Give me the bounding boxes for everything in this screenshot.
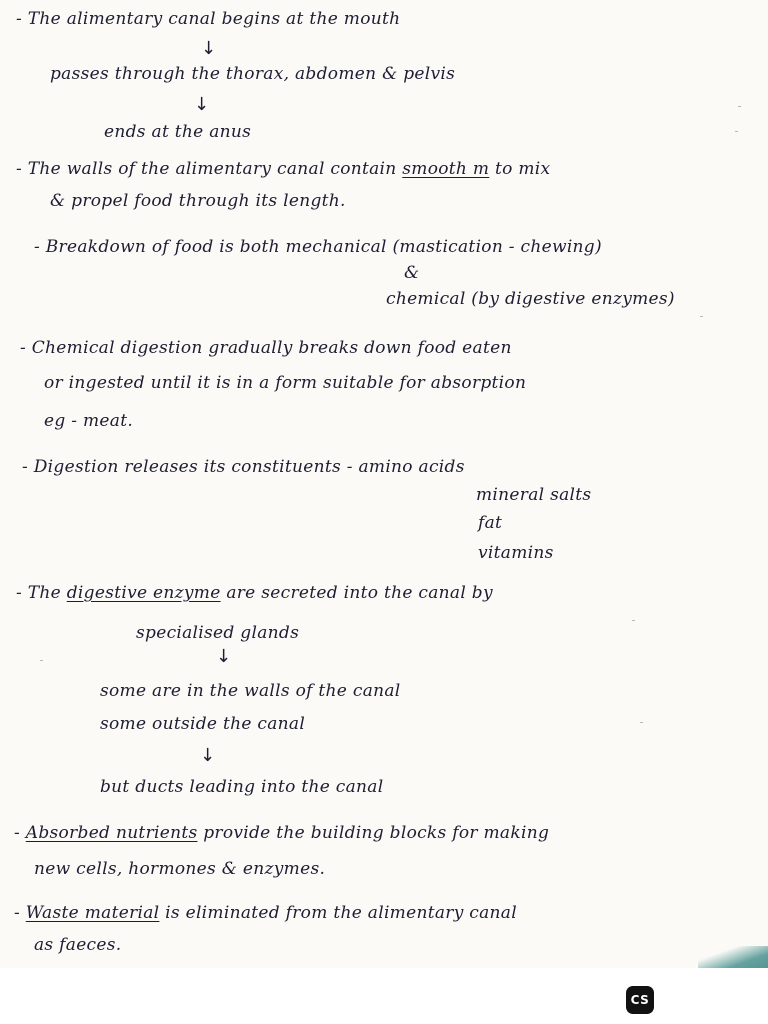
note-line-24: as faeces. (34, 935, 122, 955)
down-arrow-icon: ↓ (194, 94, 210, 115)
paper-speck (700, 316, 703, 317)
note-line-21 (14, 822, 549, 844)
underlined-term-waste-material: Waste material (25, 903, 160, 923)
paper-speck (632, 620, 635, 621)
note-line-15: vitamins (478, 543, 554, 563)
note-line-23 (14, 902, 517, 924)
note-line-20: but ducts leading into the canal (100, 777, 384, 797)
down-arrow-icon: ↓ (200, 745, 216, 766)
underlined-term-digestive-enzyme: digestive enzyme (66, 583, 221, 603)
note-line-11: eg - meat. (44, 411, 134, 431)
note-text: - (14, 903, 21, 923)
note-text: is eliminated from the alimentary canal (165, 903, 517, 923)
note-line-4 (16, 158, 550, 180)
note-line-8: chemical (by digestive enzymes) (386, 289, 675, 309)
note-line-19: some outside the canal (100, 714, 306, 734)
down-arrow-icon: ↓ (216, 646, 232, 667)
paper-speck (40, 660, 43, 661)
note-line-10: or ingested until it is in a form suitable for absorption (44, 373, 527, 393)
note-text: to mix (495, 159, 551, 179)
note-line-12: - Digestion releases its constituents - amino acids (22, 457, 465, 477)
note-line-5: & propel food through its length. (50, 191, 346, 211)
paper-speck (640, 722, 643, 723)
paper-speck (735, 131, 738, 132)
page-corner-stain (698, 946, 768, 968)
note-line-9: - Chemical digestion gradually breaks down food eaten (20, 338, 512, 358)
note-text: - The (16, 583, 61, 603)
note-text: provide the building blocks for making (203, 823, 550, 843)
underlined-term-absorbed-nutrients: Absorbed nutrients (25, 823, 198, 843)
note-line-3: ends at the anus (104, 122, 252, 142)
note-line-13: mineral salts (476, 485, 592, 505)
note-line-17: specialised glands (136, 623, 300, 643)
note-text: - The walls of the alimentary canal contain (16, 159, 397, 179)
camscanner-logo-icon (626, 986, 654, 1014)
note-line-14: fat (478, 513, 503, 533)
note-line-16 (16, 582, 493, 604)
note-line-1: - The alimentary canal begins at the mouth (16, 9, 401, 29)
note-line-6: - Breakdown of food is both mechanical (mastication - chewing) (34, 237, 602, 257)
logo-label: CS (630, 993, 650, 1007)
down-arrow-icon: ↓ (201, 38, 217, 59)
note-line-2: passes through the thorax, abdomen & pelvis (50, 64, 456, 84)
note-line-7: & (404, 263, 420, 283)
paper-speck (738, 106, 741, 107)
note-line-18: some are in the walls of the canal (100, 681, 401, 701)
underlined-term-smooth-muscle: smooth m (402, 159, 490, 179)
note-text: are secreted into the canal by (226, 583, 493, 603)
note-line-22: new cells, hormones & enzymes. (34, 859, 326, 879)
note-text: - (14, 823, 21, 843)
